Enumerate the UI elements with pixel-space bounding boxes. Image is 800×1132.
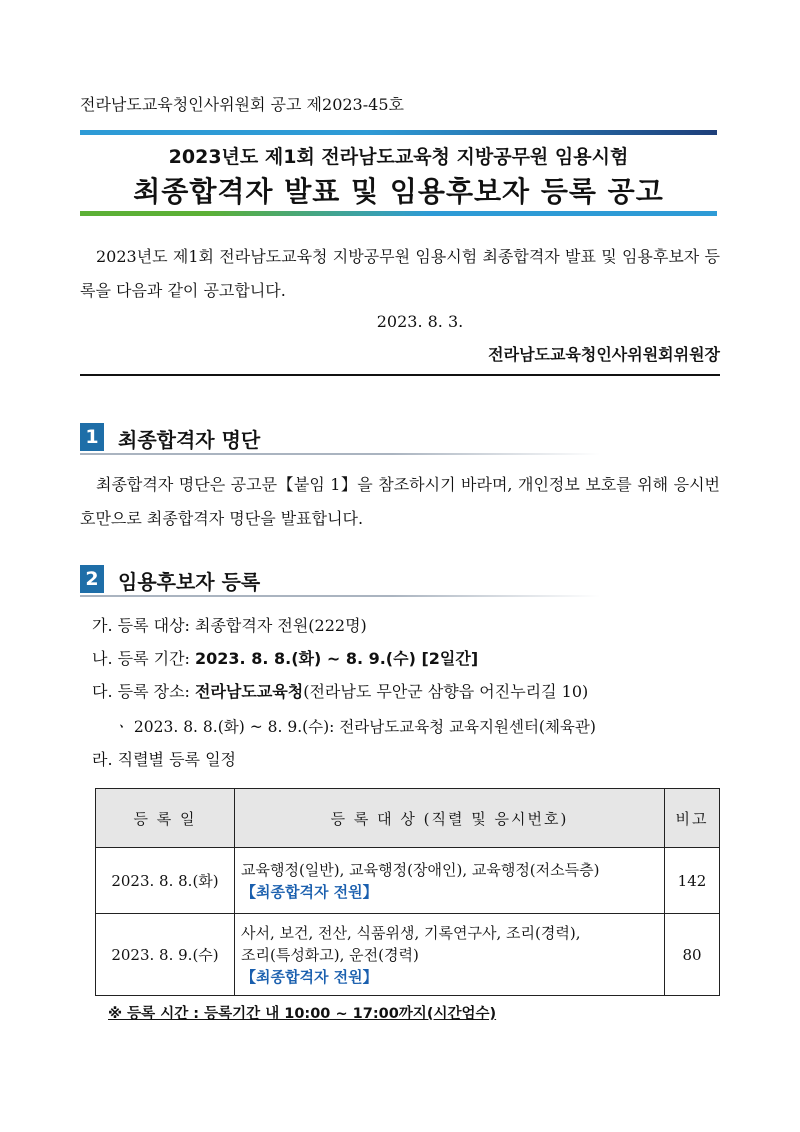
item-ra: 라. 직렬별 등록 일정 bbox=[92, 750, 236, 769]
row2-target-line2: 조리(특성화고), 운전(경력) bbox=[241, 945, 419, 964]
item-da-address: (전라남도 무안군 삼향읍 어진누리길 10) bbox=[303, 682, 589, 701]
title-line1: 2023년도 제1회 전라남도교육청 지방공무원 임용시험 bbox=[168, 146, 629, 168]
section1-heading bbox=[80, 423, 720, 455]
notice-number: 전라남도교육청인사위원회 공고 제2023-45호 bbox=[80, 95, 404, 114]
title-top-bar bbox=[80, 130, 717, 135]
title-box bbox=[80, 130, 717, 216]
row2-highlight: 【최종합격자 전원】 bbox=[241, 967, 378, 986]
header-divider bbox=[80, 374, 720, 376]
title-bottom-bar bbox=[80, 211, 717, 216]
row1-target: 교육행정(일반), 교육행정(장애인), 교육행정(저소득층) bbox=[241, 860, 600, 879]
row2-date: 2023. 8. 9.(수) bbox=[96, 914, 235, 996]
row1-target-cell bbox=[235, 848, 665, 914]
section1-underline bbox=[80, 453, 600, 455]
section2-heading bbox=[80, 565, 720, 597]
intro-paragraph: 2023년도 제1회 전라남도교육청 지방공무원 임용시험 최종합격자 발표 및 임용후보자 등록을 다음과 같이 공고합니다. bbox=[80, 247, 720, 300]
item-da bbox=[92, 682, 588, 702]
table-row bbox=[96, 914, 720, 996]
row1-date: 2023. 8. 8.(화) bbox=[96, 848, 235, 914]
item-na-prefix: 나. 등록 기간: bbox=[92, 649, 196, 668]
item-na bbox=[92, 649, 478, 669]
section2-underline bbox=[80, 595, 600, 597]
item-ga bbox=[92, 616, 367, 636]
title-line2: 최종합격자 발표 및 임용후보자 등록 공고 bbox=[133, 175, 664, 208]
footnote: ※ 등록 시간 : 등록기간 내 10:00 ~ 17:00까지(시간엄수) bbox=[108, 1006, 497, 1022]
row2-target-line1: 사서, 보건, 전산, 식품위생, 기록연구사, 조리(경력), bbox=[241, 923, 581, 942]
header-date: 등 록 일 bbox=[96, 789, 235, 848]
row2-note: 80 bbox=[665, 914, 720, 996]
section1-title: 최종합격자 명단 bbox=[118, 428, 261, 452]
header-target: 등 록 대 상 (직렬 및 응시번호) bbox=[235, 789, 665, 848]
row1-note: 142 bbox=[665, 848, 720, 914]
row1-highlight: 【최종합격자 전원】 bbox=[241, 882, 378, 901]
schedule-table bbox=[95, 788, 720, 996]
table-header-row bbox=[96, 789, 720, 848]
item-da-place: 전라남도교육청 bbox=[195, 682, 304, 701]
item-na-period: 2023. 8. 8.(화) ~ 8. 9.(수) [2일간] bbox=[195, 649, 479, 668]
item-ga-value: 최종합격자 전원(222명) bbox=[195, 616, 367, 635]
notice-date: 2023. 8. 3. bbox=[376, 312, 464, 331]
section2-number: 2 bbox=[80, 565, 104, 593]
section2-title: 임용후보자 등록 bbox=[118, 570, 261, 594]
signer: 전라남도교육청인사위원회위원장 bbox=[488, 345, 720, 364]
section1-number: 1 bbox=[80, 423, 104, 451]
table-row bbox=[96, 848, 720, 914]
item-ga-prefix: 가. 등록 대상: bbox=[92, 616, 196, 635]
item-da-sub: ㆍ 2023. 8. 8.(화) ~ 8. 9.(수): 전라남도교육청 교육지원센터(체육관) bbox=[114, 718, 596, 736]
row2-target-cell bbox=[235, 914, 665, 996]
item-da-prefix: 다. 등록 장소: bbox=[92, 682, 196, 701]
header-note: 비고 bbox=[665, 789, 720, 848]
section1-body: 최종합격자 명단은 공고문【붙임 1】을 참조하시기 바라며, 개인정보 보호를 위해 응시번호만으로 최종합격자 명단을 발표합니다. bbox=[80, 475, 720, 528]
